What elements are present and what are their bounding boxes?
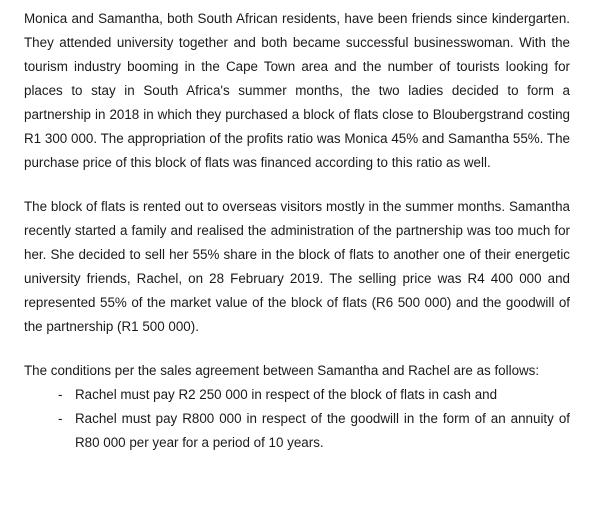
list-item (58, 407, 570, 455)
list-item (58, 383, 570, 407)
paragraph-conditions-intro: The conditions per the sales agreement between Samantha and Rachel are as follows: (24, 363, 540, 378)
bullet-dash: - (58, 387, 63, 402)
condition-text: Rachel must pay R800 000 in respect of the goodwill in the form of an annuity of R80 000 per year for a period of 10 years. (75, 411, 570, 450)
paragraph-partnership-background: Monica and Samantha, both South African residents, have been friends since kindergarten. They attended university together and both became successful businesswoman. With the tourism industry booming in the Cape Town area and the number of tourists looking for places to stay in South Africa's summer months, the two ladies decided to form a partnership in 2018 in which they purchased a block of flats close to Bloubergstrand costing R1 300 000. The appropriation of the profits ratio was Monica 45% and Samantha 55%. The purchase price of this block of flats was financed according to this ratio as well. (24, 11, 570, 170)
paragraph-share-sale: The block of flats is rented out to overseas visitors mostly in the summer months. Samantha recently started a family and realised the administration of the partnership was too much for her. She decided to sell her 55% share in the block of flats to another one of their energetic university friends, Rachel, on 28 February 2019. The selling price was R4 400 000 and represented 55% of the market value of the block of flats (R6 500 000) and the goodwill of the partnership (R1 500 000). (24, 199, 570, 334)
condition-text: Rachel must pay R2 250 000 in respect of the block of flats in cash and (75, 387, 498, 402)
bullet-dash: - (58, 411, 63, 426)
conditions-list (24, 383, 570, 455)
